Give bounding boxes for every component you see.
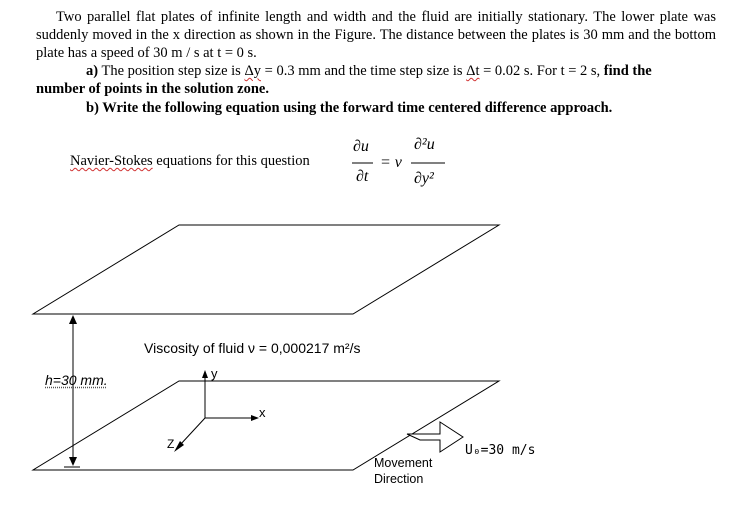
navier-stokes-word: Navier-Stokes <box>70 153 153 169</box>
axis-z-label: Z <box>167 437 175 451</box>
viscosity-label: Viscosity of fluid <box>144 340 245 356</box>
equation-label-rest: equations for this question <box>156 153 310 169</box>
problem-intro: Two parallel flat plates of infinite length and width and the fluid are initially stationary. The lower plate was suddenly moved in the x direction as shown in the Figure. The distance between the plates is 30 mm and the bottom plate has a speed of 30 m / s at t = 0 s. <box>36 9 716 61</box>
axis-y-label: y <box>211 366 218 381</box>
top-plate <box>33 225 499 314</box>
rhs-numerator: ∂²u <box>414 136 435 153</box>
rhs-denominator: ∂y² <box>414 170 434 187</box>
part-a-label: a) <box>86 63 99 79</box>
part-a-prefix: The position step size is <box>101 63 241 79</box>
part-a-line-2: number of points in the solution zone. <box>36 81 269 97</box>
part-a-bold-1: find the <box>603 63 652 79</box>
axis-x-label: x <box>259 405 266 420</box>
viscosity-value: ν = 0,000217 m²/s <box>248 340 361 356</box>
gap-label: h=30 mm. <box>45 372 108 388</box>
y-axis-arrow <box>202 370 208 378</box>
dy-symbol: Δy <box>244 63 262 79</box>
speed-label: U₀=30 m/s <box>465 443 536 458</box>
part-b: b) Write the following equation using the forward time centered difference approach. <box>86 100 613 116</box>
part-a-suffix: = 0.02 s. For t = 2 s, <box>483 63 601 79</box>
lhs-numerator: ∂u <box>353 138 369 155</box>
viscosity-text <box>144 340 360 356</box>
movement-label-1: Movement <box>374 456 433 470</box>
equals-nu: = ν <box>380 154 402 171</box>
dt-symbol: Δt <box>466 63 480 79</box>
movement-label-2: Direction <box>374 472 424 486</box>
lhs-denominator: ∂t <box>356 168 369 185</box>
part-a-mid: = 0.3 mm and the time step size is <box>264 63 463 79</box>
dimension-arrow-up <box>69 315 77 324</box>
